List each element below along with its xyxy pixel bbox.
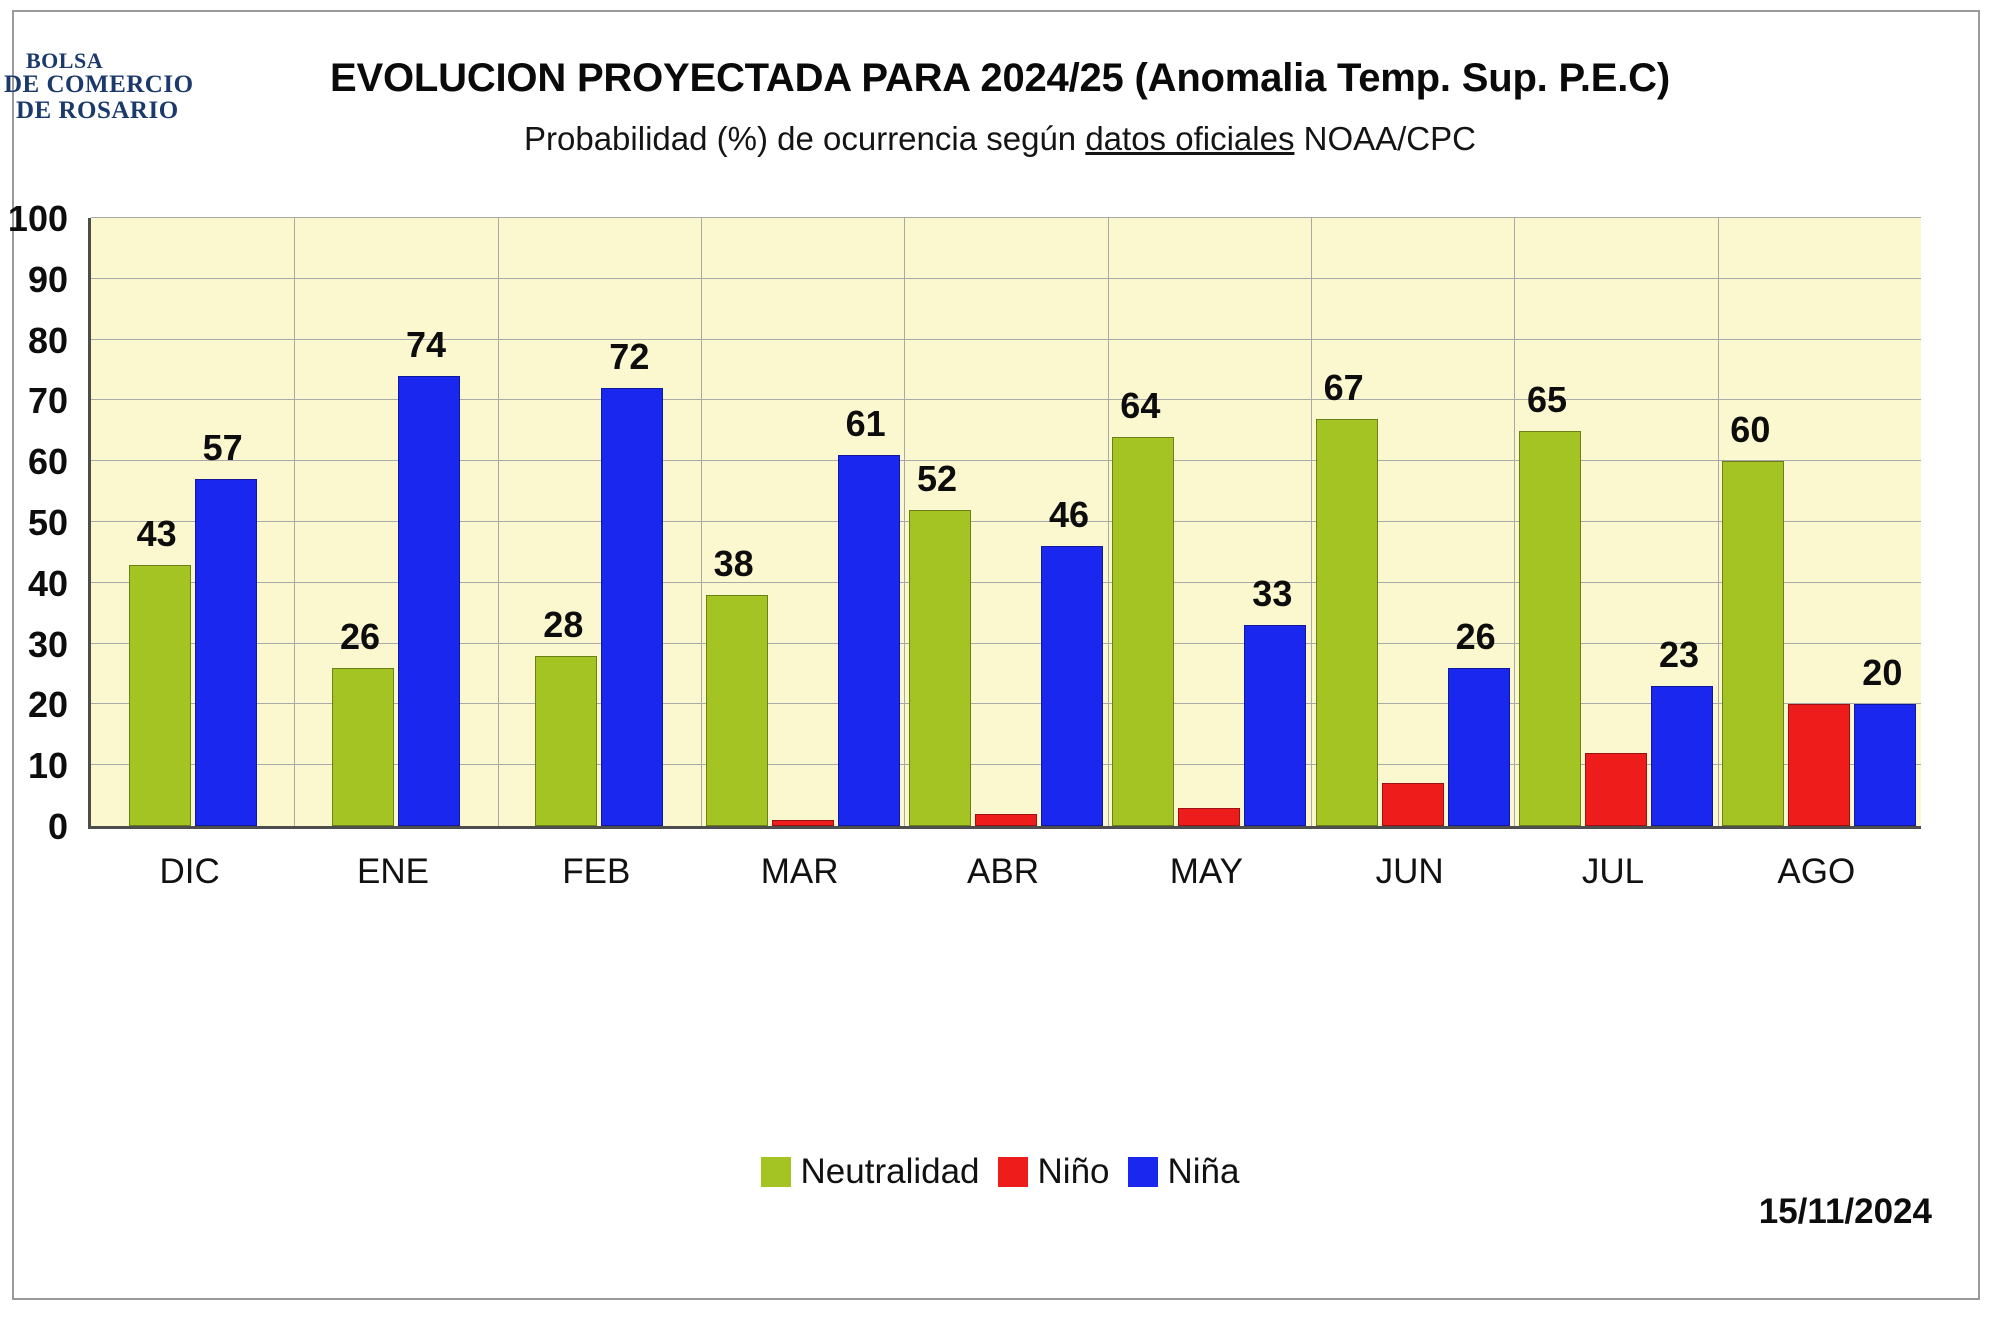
bar-neutralidad-may bbox=[1112, 437, 1174, 826]
bar-neutralidad-dic bbox=[129, 565, 191, 826]
bar-nia-ago bbox=[1854, 704, 1916, 826]
bar-value-label: 46 bbox=[1048, 494, 1090, 536]
gridline-horizontal bbox=[91, 521, 1921, 522]
bar-value-label: 23 bbox=[1658, 634, 1700, 676]
legend-item-nina bbox=[1128, 1152, 1240, 1192]
gridline-vertical bbox=[1718, 218, 1719, 826]
bar-value-label: 64 bbox=[1120, 384, 1161, 426]
bar-nio-may bbox=[1178, 808, 1240, 826]
gridline-vertical bbox=[498, 218, 499, 826]
legend-item-nino bbox=[998, 1152, 1110, 1192]
bar-nia-ene bbox=[398, 376, 460, 826]
x-axis-tick-label: ENE bbox=[357, 852, 429, 891]
bar-value-label: 67 bbox=[1323, 366, 1364, 408]
x-axis-tick-label: FEB bbox=[562, 852, 631, 891]
bar-nia-jul bbox=[1651, 686, 1713, 826]
legend-swatch-nina bbox=[1128, 1157, 1158, 1187]
gridline-vertical bbox=[294, 218, 295, 826]
gridline-vertical bbox=[904, 218, 905, 826]
subtitle-text-after: NOAA/CPC bbox=[1294, 120, 1476, 157]
bar-value-label: 28 bbox=[543, 603, 584, 645]
y-axis-tick-label: 10 bbox=[27, 745, 68, 787]
gridline-vertical bbox=[701, 218, 702, 826]
bar-nia-may bbox=[1244, 625, 1306, 826]
bar-value-label: 38 bbox=[713, 542, 754, 584]
x-axis-tick-label: DIC bbox=[159, 852, 220, 891]
legend-swatch-neutralidad bbox=[761, 1157, 791, 1187]
bar-neutralidad-jun bbox=[1316, 419, 1378, 826]
bar-value-label: 74 bbox=[405, 324, 447, 366]
gridline-vertical bbox=[1311, 218, 1312, 826]
gridline-vertical bbox=[1514, 218, 1515, 826]
bar-value-label: 72 bbox=[609, 336, 650, 378]
bar-nia-mar bbox=[838, 455, 900, 826]
bar-nia-abr bbox=[1041, 546, 1103, 826]
y-axis-tick-label: 80 bbox=[27, 319, 68, 361]
x-axis-tick-label: AGO bbox=[1777, 852, 1856, 891]
bar-value-label: 26 bbox=[339, 615, 381, 657]
x-axis-tick-label: MAY bbox=[1169, 852, 1243, 891]
bar-value-label: 57 bbox=[202, 427, 243, 469]
bar-nio-jul bbox=[1585, 753, 1647, 826]
chart-legend bbox=[0, 1152, 2000, 1192]
bar-nio-mar bbox=[772, 820, 834, 826]
bar-value-label: 60 bbox=[1730, 409, 1771, 451]
bar-neutralidad-abr bbox=[909, 510, 971, 826]
gridline-horizontal bbox=[91, 339, 1921, 340]
bar-neutralidad-ene bbox=[332, 668, 394, 826]
bar-neutralidad-mar bbox=[706, 595, 768, 826]
y-axis-tick-label: 50 bbox=[27, 502, 68, 543]
legend-label-nina: Niña bbox=[1167, 1152, 1240, 1191]
bar-neutralidad-ago bbox=[1722, 461, 1784, 826]
bar-nia-jun bbox=[1448, 668, 1510, 826]
plot-area bbox=[88, 218, 1921, 829]
y-axis-tick-label: 20 bbox=[27, 684, 68, 726]
y-axis-tick-label: 60 bbox=[27, 441, 68, 483]
gridline-horizontal bbox=[91, 399, 1921, 400]
x-axis-tick-label: ABR bbox=[967, 852, 1039, 891]
y-axis-tick-label: 70 bbox=[27, 380, 68, 422]
bar-value-label: 43 bbox=[136, 512, 177, 554]
y-axis-tick-label: 40 bbox=[27, 562, 68, 604]
bar-nio-abr bbox=[975, 814, 1037, 826]
y-axis-tick-label: 90 bbox=[27, 258, 68, 300]
bar-neutralidad-jul bbox=[1519, 431, 1581, 826]
chart-title: EVOLUCION PROYECTADA PARA 2024/25 (Anomalia Temp. Sup. P.E.C) bbox=[330, 56, 1670, 100]
bar-nio-jun bbox=[1382, 783, 1444, 826]
bar-nia-dic bbox=[195, 479, 257, 826]
bar-value-label: 65 bbox=[1526, 378, 1568, 420]
subtitle-text-before: Probabilidad (%) de ocurrencia según bbox=[524, 120, 1086, 157]
bar-value-label: 20 bbox=[1862, 652, 1903, 694]
bar-value-label: 33 bbox=[1252, 573, 1293, 615]
bar-nia-feb bbox=[601, 388, 663, 826]
subtitle-text-underlined: datos oficiales bbox=[1085, 120, 1295, 157]
legend-label-neutralidad: Neutralidad bbox=[800, 1152, 980, 1191]
chart-date: 15/11/2024 bbox=[1758, 1192, 1932, 1231]
x-axis-tick-label: JUL bbox=[1581, 852, 1645, 891]
bar-value-label: 61 bbox=[845, 403, 886, 445]
bar-nio-ago bbox=[1788, 704, 1850, 826]
gridline-horizontal bbox=[91, 460, 1921, 461]
y-axis-tick-label: 0 bbox=[47, 806, 68, 847]
gridline-horizontal bbox=[91, 278, 1921, 279]
logo-line-3: DE ROSARIO bbox=[16, 97, 179, 124]
x-axis-tick-label: JUN bbox=[1375, 852, 1444, 891]
logo-line-2: DE COMERCIO bbox=[4, 71, 194, 98]
y-axis-tick-label: 30 bbox=[27, 623, 68, 665]
x-axis-tick-label: MAR bbox=[760, 852, 839, 891]
bar-value-label: 26 bbox=[1455, 615, 1496, 657]
bar-neutralidad-feb bbox=[535, 656, 597, 826]
legend-swatch-nino bbox=[998, 1157, 1028, 1187]
bar-value-label: 52 bbox=[916, 457, 958, 499]
legend-item-neutralidad bbox=[761, 1152, 980, 1192]
chart-subtitle bbox=[0, 120, 2000, 158]
legend-label-nino: Niño bbox=[1037, 1152, 1110, 1191]
gridline-horizontal bbox=[91, 582, 1921, 583]
logo-line-1: BOLSA bbox=[26, 48, 104, 73]
y-axis-tick-label: 100 bbox=[7, 198, 68, 239]
gridline-horizontal bbox=[91, 217, 1921, 218]
